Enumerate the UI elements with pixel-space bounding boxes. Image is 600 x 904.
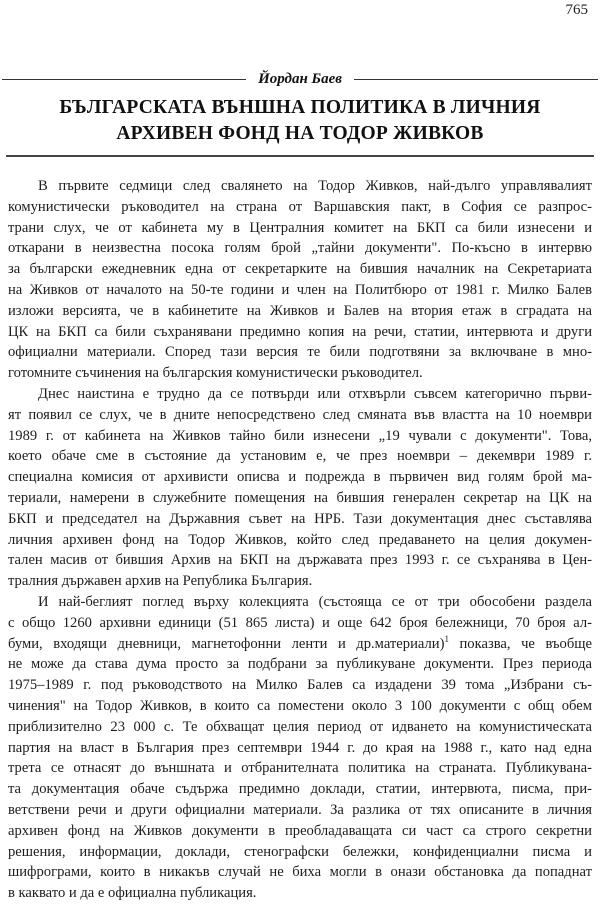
paragraph-3-line: трета се отнасят до външната и отбранителната политика на страната. Публикувана- (8, 760, 592, 777)
paragraph-3-line: не може да става дума просто за подбрани за публикуване документи. През периода (8, 656, 592, 673)
paragraph-2-line: териали, намерени в служебните помещения на бившия генерален секретар на ЦК на (8, 489, 592, 506)
paragraph-1-line: на Живков от началото на 50-те години и член на Политбюро от 1981 г. Милко Балев (8, 281, 592, 298)
paragraph-2-line: Днес наистина е трудно да се потвърди или отхвърли съвсем категорично първи- (38, 385, 592, 402)
paragraph-2-line: тален масив от бившия Архив на БКП на държавата през 1993 г. се съхранява в Цен- (8, 552, 592, 569)
paragraph-3-line: решения, информации, доклади, стенографски бележки, конфиденциални писма и (8, 843, 592, 860)
paragraph-1-line: трани слух, че от кабинета му в Централния комитет на БКП са били изнесени и (8, 219, 592, 236)
footnote-marker[interactable]: 1 (444, 633, 449, 644)
paragraph-1-line: ЦК на БКП са били съхранявани предимно копия на речи, статии, интервюта и други (8, 323, 592, 340)
paragraph-2-line: БКП и председател на Държавния съвет на НРБ. Тази документация днес съставлява (8, 510, 592, 527)
author-rule-left (2, 79, 246, 80)
paragraph-3-line: та документация обаче съдържа предимно доклади, статии, интервюта, писма, при- (8, 781, 592, 798)
paragraph-2-line: тралния държавен архив на Република България. (8, 573, 313, 590)
title-line-1: БЪЛГАРСКАТА ВЪНШНА ПОЛИТИКА В ЛИЧНИЯ (59, 97, 541, 118)
paragraph-3-line: чинения" на Тодор Живков, в които са поместени около 3 100 документи с общ обем (8, 697, 592, 714)
line-text: буми, входящи дневници, магнетофонни ленти и др.материали) (8, 635, 445, 652)
paragraph-3-line: с общо 1260 архивни единици (51 865 листа) и още 642 броя бележници, 70 броя ал- (8, 614, 592, 631)
article-body (8, 176, 592, 904)
paragraph-3-line: И най-беглият поглед върху колекцията (състояща се от три обособени раздела (38, 593, 592, 610)
paragraph-3-line: приблизително 23 000 с. Те обхващат целия период от идването на комунистическата (8, 718, 592, 735)
paragraph-3-line: ветствени речи и други официални материали. За разлика от тях описаните в личния (8, 801, 592, 818)
paragraph-3-line: партия на власт в България през септември 1944 г. до края на 1988 г., като над една (8, 739, 592, 756)
title-divider (6, 155, 594, 157)
paragraph-1-line: готомните съчинения на българския комунистически ръководител. (8, 365, 423, 382)
author-header (2, 68, 598, 90)
page-number: 765 (565, 2, 588, 18)
paragraph-1-line: комунистически ръководител на страна от Варшавския пакт, в София се разпрос- (8, 198, 592, 215)
title-line-2: АРХИВЕН ФОНД НА ТОДОР ЖИВКОВ (116, 123, 484, 144)
paragraph-2-line: 1989 г. от кабинета на Живков тайно били изнесени „19 чували с документи". Това, (8, 427, 592, 444)
paragraph-2-line: специална комисия от архивисти описва и подрежда в първичен вид голям брой ма- (8, 469, 592, 486)
paragraph-1-line: В първите седмици след свалянето на Тодор Живков, най-дълго управлявалият (38, 178, 592, 194)
line-text-tail: показва, че въобще (448, 635, 592, 652)
paragraph-3-line-with-footnote (8, 634, 592, 655)
paragraph-3-line: шифрограми, които в никакъв случай не биха могли в онази обстановка да попаднат (8, 864, 592, 881)
paragraph-2-line: ят появил се слух, че в дните непосредствено след смяната във властта на 10 ноември (8, 406, 592, 423)
paragraph-3-line: 1975–1989 г. под ръководството на Милко Балев са издадени 39 тома „Избрани съ- (8, 677, 592, 694)
paragraph-3-line: архивен фонд на Живков документи в преобладаващата си част са строго секретни (8, 822, 592, 839)
paragraph-1-line: официални материали. Според тази версия те били подготвяни за включване в мно- (8, 344, 592, 361)
paragraph-3-line: в каквато и да е официална публикация. (8, 885, 257, 902)
paragraph-1-line: за български ежедневник една от секретарките на бившия началник на Секретариата (8, 261, 592, 278)
author-name: Йордан Баев (258, 70, 342, 87)
paragraph-2-line: личния архивен фонд на Тодор Живков, който след предаването на целия докумен- (8, 531, 592, 548)
article-title (0, 95, 600, 147)
paragraph-2-line: което обаче сме в състояние да установим е, че през ноември – декември 1989 г. (8, 448, 592, 465)
paragraph-1-line: изложи версията, че в кабинетите на Живков и Балев на втория етаж в сградата на (8, 302, 592, 319)
author-rule-right (354, 79, 598, 80)
paragraph-1-line: откарани в неизвестна посока голям брой „тайни документи". По-късно в интервю (8, 240, 592, 257)
